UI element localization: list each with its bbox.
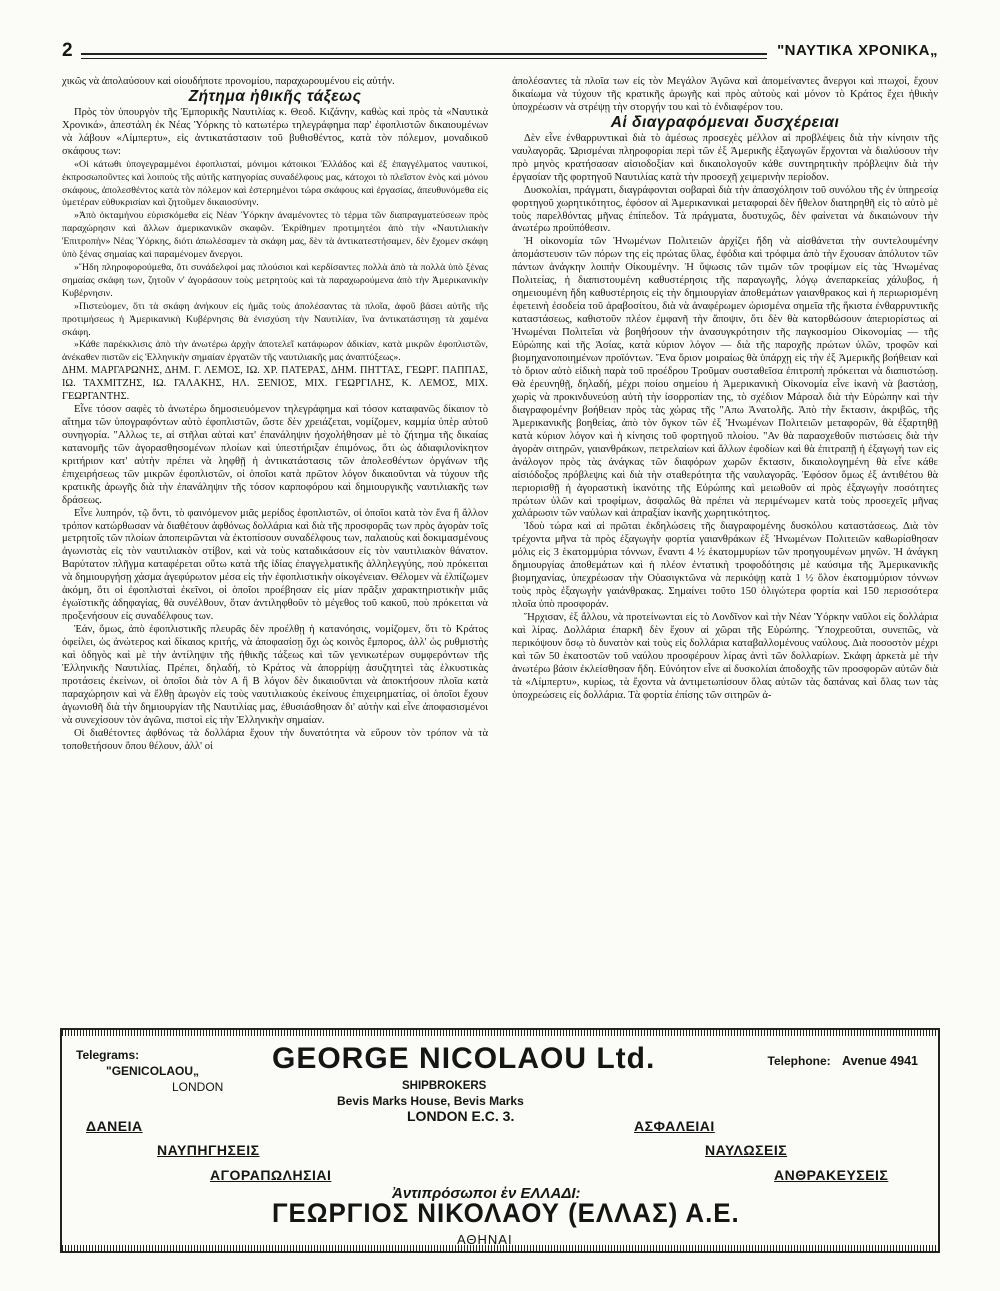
representatives-label: Ἀντιπρόσωποι ἐν ΕΛΛΑΔΙ: xyxy=(392,1185,581,1202)
telegram-paragraph: »Ἤδη πληροφορούμεθα, ὅτι συνάδελφοί μας πλούσιοι καὶ κερδίσαντες πολλὰ ἀπὸ τὰ πολλὰ ὑπὸ ξένας σημαίας σκάφη των, ζητοῦν ν' ἀγοράσουν τοὺς μετρητοὺς καὶ τὰ παραχωρούμενα ἀπὸ τὴν Ἀμερικανικὴν Κυβέρνησιν. xyxy=(62,261,488,299)
service-sales: ΑΓΟΡΑΠΩΛΗΣΙΑΙ xyxy=(210,1167,332,1183)
greek-city: ΑΘΗΝΑΙ xyxy=(457,1232,513,1247)
telephone-label: Telephone: xyxy=(767,1054,831,1068)
service-bunkering: ΑΝΘΡΑΚΕΥΣΕΙΣ xyxy=(774,1167,889,1183)
page-header xyxy=(62,40,938,72)
article-heading-difficulties: Αἱ διαγραφόμεναι δυσχέρειαι xyxy=(610,113,840,131)
service-shipbuilding: ΝΑΥΠΗΓΗΣΕΙΣ xyxy=(157,1142,260,1158)
telegram-paragraph: »Κάθε παρέκκλισις ἀπὸ τὴν ἀνωτέρω ἀρχὴν ἀποτελεῖ κατάφωρον ἀδικίαν, κατὰ μικρῶν ἐφοπλιστῶν, ἀνέκαθεν πιστῶν εἰς Ἑλληνικὴν σημαίαν ἐργατῶν τῆς ναυτιλιακῆς μας ἀναπτύξεως». xyxy=(62,339,488,364)
paragraph: Δὲν εἶνε ἐνθαρρυντικαὶ διὰ τὸ ἀμέσως προσεχὲς μέλλον αἱ προβλέψεις διὰ τὴν κίνησιν τῆς ναυλαγορᾶς. Ὡρισμέναι πληροφορίαι περὶ τῶν ἐξ Ἀμερικῆς ἐξαγωγῶν ἔρχονται νὰ διαλύσουν τὴν πρὸ μηνὸς κρατήσασαν αἰσιοδοξίαν καὶ δικαιολογοῦν κάθε συντηρητικὴν πρόβλεψιν διὰ τὴν ἐργασίαν τῆς φορτηγοῦ Ναυτιλίας κατὰ τὴν προσεχῆ χειμερινὴν περίοδον. xyxy=(512,132,938,183)
paragraph: Ἡ οἰκονομία τῶν Ἡνωμένων Πολιτειῶν ἀρχίζει ἤδη νὰ αἰσθάνεται τὴν συντελουμένην ἀπομάστευσιν τῶν πόρων της εἰς πρώτας ὕλας, ἐφόδια καὶ τρόφιμα ἀπὸ τὴν ἔχουσαν ἀπόλυτον τῶν πάντων ἀνάγκην λοιπὴν Οἰκουμένην. Ἡ ὕψωσις τῶν τιμῶν τῶν τροφίμων εἰς τὰς Ἡνωμένας Πολιτείας, ἡ διαπιστουμένη καθυστέρησις τῆς παραγωγῆς, λόγῳ ἀνεπαρκείας χάλυβος, ἡ σημειουμένη ἤδη καθυστέρησις εἰς τὴν δημιουργίαν ἀποθεμάτων γαιανθρακος καὶ ἡ περιωρισμένη ἐφετεινὴ ἐσοδεία τοῦ ἀραβοσίτου, διὰ νὰ ἀναφέρωμεν ὡρισμένα σημεῖα τῆς ἥκιστα ἐνθαρρυντικῆς καταστάσεως, καθιστοῦν πλέον ἐμφανῆ τὴν ἄποψιν, ὅτι δὲν θὰ κατορθώσουν ἀπεριορίστως αἱ Ἡνωμέναι Πολιτεῖαι νὰ βοηθήσουν τὴν ἀνασυγκρότησιν τῆς παγκοσμίου Οἰκονομίας — τῆς Εὐρώπης καὶ τῆς Ἀσίας, κατὰ κύριον λόγον — διὰ τῆς παροχῆς πρώτων ὑλῶν, τροφῶν καὶ βιομηχανοποιημένων προϊόντων. Ἕνα ὅριον μοιραίως θὰ ὑπάρχῃ εἰς τὴν ἐξ Ἀμερικῆς βοήθειαν καὶ τὸ ὅριον αὐτὸ εἰδικὴ παρὰ τοῦ προέδρου Τροῦμαν συσταθεῖσα ἐπιτροπὴ πρόκειται νὰ διαπιστώσῃ. Θὰ ἐρευνηθῇ, δηλαδή, μέχρι ποίου σημείου ἡ Ἀμερικανικὴ Οἰκονομία εἶνε ἱκανὴ νὰ βαστάσῃ, χωρὶς νὰ προκινδυνεύσῃ αὐτὴ τὴν ἰσορροπίαν της, τὸ σχέδιον Μάρσαλ διὰ τὴν Εὐρώπην καὶ τὴν διαγραφομένην βοήθειαν πρὸς τὰς χώρας τῆς "Απω Ἀνατολῆς. Ἀπὸ τὴν ἔκτασιν, ἀκριβῶς, τῆς Ἀμερικανικῆς βοηθείας, ἀπὸ τὸν ὄγκον τῶν ἐξ Ἡνωμένων Πολιτειῶν μεταφορῶν, θὰ ἐξαρτηθῇ κατὰ κύριον λόγον καὶ ἡ κίνησις τοῦ φορτηγοῦ πλοίου. "Αν θὰ παρασχεθοῦν πιστώσεις διὰ τὴν ἀγορὰν σιτηρῶν, γαιανθράκων, πετρελαίων καὶ ἄλλων ἐφοδίων καὶ θὰ ἐπιτραπῇ ἡ ἐξαγωγή των εἰς ἀνάλογον πρὸς τὰς ἀνάγκας τῶν διαφόρων χωρῶν ἔκτασιν, δικαιολογημένη θὰ εἶνε κάθε αἰσιόδοξος πρόβλεψις καὶ διὰ τὴν σταθερότητα τῆς ναυλαγορᾶς. Ἐφόσον ὅμως ἐξ ἀντιθέτου θὰ περιορισθῇ ἡ ἀγοραστικὴ ἱκανότης τῆς Εὐρώπης καὶ μειωθοῦν αἱ πρὸς ἐξαγωγὴν ποσότητες πρώτων ὑλῶν καὶ τροφίμων, ἀσφαλῶς θὰ πρέπει νὰ περιμένωμεν κατὰ τοὺς προσεχεῖς μῆνας χαλάρωσιν τῶν ναύλων καὶ ἀπραξίαν ἱκανῆς χωρητικότητος. xyxy=(512,236,938,520)
paragraph: Ἤρχισαν, ἐξ ἄλλου, νὰ προτείνωνται εἰς τὸ Λονδῖνον καὶ τὴν Νέαν Ὑόρκην ναῦλοι εἰς δολλάρια καὶ λίρας. Δολλάρια ἐπαρκῆ δὲν ἔχουν αἱ χῶραι τῆς Εὐρώπης. Ὑποχρεοῦται, συνεπῶς, νὰ περικόψουν ὅσῳ τὸ δυνατὸν καὶ τοὺς εἰς δολλάρια καταβαλλομένους ναύλους. Διὰ ποσοστὸν μέχρι καὶ τῶν 50 ἑκατοστῶν τοῦ ναύλου προσφέρουν λίρας ἀντὶ τῶν δολλαρίων. Σκάφη ἀρκετὰ μὲ τὴν ἀνωτέρω βάσιν ἐκλείσθησαν ἤδη. Εὐνόητον εἶνε αἱ δυσκολίαι ἀποδοχῆς τῶν προσφορῶν αὐτῶν διὰ τὰ «Λίμπερτυ», κυρίως, τὰ ἔχοντα νὰ ἀντιμετωπίσουν ὅλας αὐτῶν τὰς δαπάνας καὶ ὅλας των τὰς ὑποχρεώσεις εἰς δολλάρια. Τὰ φορτία ἐπίσης τῶν σιτηρῶν ἀ- xyxy=(512,612,938,701)
article-columns xyxy=(62,76,938,1054)
shipbrokers-label: SHIPBROKERS xyxy=(402,1080,487,1092)
telegrams-address: "GENICOLAOU„ xyxy=(106,1064,200,1078)
paragraph: Εἶνε τόσον σαφὲς τὸ ἀνωτέρω δημοσιευόμενον τηλεγράφημα καὶ τόσον καταφανῶς δίκαιον τὸ αἴτημα τῶν ὑπογραφόντων αὐτὸ ἐφοπλιστῶν, ὥστε δὲν χρειάζεται, νομίζομεν, καμμία ὑπὲρ αὐτοῦ συνηγορία. "Αλλως τε, αἱ στῆλαι αὐταὶ κατ' ἐπανάληψιν ἠσχολήθησαν μὲ τὸ ζήτημα τῆς δικαίας κατανομῆς τῶν ἀγορασθησομένων πλοίων καὶ ὑπεστήριξαν ἐπιμόνως, ὅτι ὡς ἀδιαφιλονίκητον κριτήριον κατ' αὐτὴν πρέπει νὰ ληφθῇ ἡ ἀντικατάστασις τῶν ἀπολεσθέντων ὀργάνων τῆς ἐπιχειρήσεως τῶν μικρῶν ἐφοπλιστῶν, οἱ ὁποῖοι κατὰ πρῶτον λόγον δικαιοῦνται νὰ τύχουν τῆς κρατικῆς ἀρωγῆς διὰ τὴν ἐπανάληψιν τῆς τόσον καρποφόρου καὶ δημιουργικῆς ναυτιλιακῆς των δράσεως. xyxy=(62,403,488,506)
publication-title: "ΝΑΥΤΙΚΑ ΧΡΟΝΙΚΑ„ xyxy=(767,42,938,59)
address: Bevis Marks House, Bevis Marks xyxy=(337,1094,524,1108)
telegram-paragraph: »Πιστεύομεν, ὅτι τὰ σκάφη ἀνήκουν εἰς ἡμᾶς τοὺς ἀπολέσαντας τὰ πλοῖα, ἀφοῦ βάσει αὐτῆς τῆς προτιμήσεως ἡ Ἀμερικανικὴ Κυβέρνησις θὰ ἐνισχύση τὴν Ναυτιλίαν, ἵνα ἀντικατάστησῃ τὰ χαμένα σκάφη. xyxy=(62,300,488,338)
paragraph: Πρὸς τὸν ὑπουργὸν τῆς Ἐμπορικῆς Ναυτιλίας κ. Θεοδ. Κιζάνην, καθὼς καὶ πρὸς τὰ «Ναυτικὰ Χρονικά», ἀπεστάλη ἐκ Νέας Ὑόρκης τὸ κατωτέρω τηλεγράφημα παρ' ἐφοπλιστῶν δικαιουμένων νὰ λάβουν «Λίμπερτυ», εἰς ἀντικατάστασιν τοῦ βυθισθέντος, κατὰ τὸν πόλεμον, μοναδικοῦ σκάφους των: xyxy=(62,106,488,157)
city: LONDON E.C. 3. xyxy=(407,1108,515,1124)
paragraph: Οἱ διαθέτοντες ἀφθόνως τὰ δολλάρια ἔχουν τὴν δυνατότητα νὰ εὕρουν τὸν τρόπον νὰ τὰ τοποθετήσουν ὅπου θέλουν, ἀλλ' οἱ xyxy=(62,727,488,752)
service-insurance: ΑΣΦΑΛΕΙΑΙ xyxy=(634,1118,715,1134)
signatories: ΔΗΜ. ΜΑΡΓΑΡΩΝΗΣ, ΔΗΜ. Γ. ΛΕΜΟΣ, ΙΩ. ΧΡ. ΠΑΤΕΡΑΣ, ΔΗΜ. ΠΗΤΤΑΣ, ΓΕΩΡΓ. ΠΑΠΠΑΣ, ΙΩ. ΤΑΧΜΙΤΖΗΣ, ΙΩ. ΓΑΛΑΚΗΣ, ΗΛ. ΞΕΝΙΟΣ, ΜΙΧ. ΓΕΩΡΓΙΛΗΣ, Κ. ΛΕΜΟΣ, ΜΙΧ. ΓΕΩΡΓΑΝΤΗΣ. xyxy=(62,365,488,403)
continued-text: χικῶς νὰ ἀπολαύσουν καὶ οἱουδήποτε προνομίου, παραχωρουμένου εἰς αὐτήν. xyxy=(62,76,395,87)
telegram-paragraph: »Ἀπὸ ὀκταμήνου εὑρισκόμεθα εἰς Νέαν Ὑόρκην ἀναμένοντες τὸ τέρμα τῶν διαπραγματεύσεων πρὸς παραχώρησιν καὶ ἄλλων ἀμερικανικῶν σκαφῶν. Ἐκρίθημεν προτιμητέοι ἀπὸ τὴν «Ναυτιλιακὴν Ἐπιτροπὴν» Νέας Ὑόρκης, διότι ἀπωλέσαμεν τὰ σκάφη μας, δὲν τὰ ἀντικατεστήσαμεν, δὲν ἔχομεν σκάφη ὑπὸ ξένας σημαίας καὶ παραμένομεν ἄνεργοι. xyxy=(62,210,488,261)
telegrams-city: LONDON xyxy=(172,1080,224,1094)
paragraph: Ἐάν, ὅμως, ἀπὸ ἐφοπλιστικῆς πλευρᾶς δὲν προέλθῃ ἡ κατανόησις, νομίζομεν, ὅτι τὸ Κράτος ὀφείλει, ὡς ἀνώτερος καὶ δίκαιος κριτής, νὰ ἀποφασίσῃ ὄχι ὡς κοινὸς ἔμπορος, ἀλλ' ὡς ρυθμιστὴς καὶ ὁδηγὸς καὶ μὲ τὴν ἀντίληψιν τῆς ἠθικῆς τάξεως καὶ τῶν γενικωτέρων συμφερόντων τῆς Ἑλληνικῆς Ναυτιλίας. Πρέπει, δηλαδή, τὸ Κράτος νὰ ἀπορρίψῃ ἀσυζητητεὶ τὰς ἑλκυστικὰς προτάσεις ἐκείνων, οἱ ὁποῖοι διὰ τὸν Α ἢ Β λόγον δὲν δικαιοῦνται νὰ ἀποκτήσουν πλοῖα κατὰ παραχώρησιν καὶ νὰ ἔλθῃ ἀρωγὸν εἰς τοὺς ναυτιλιακοὺς ἐκείνους ἐπιχειρηματίας, οἱ ὁποῖοι ἔχουν ἀγωνισθῆ διὰ τὴν δημιουργίαν τῆς Ναυτιλίας μας, ἐθυσιάσθησαν δι' αὐτὴν καὶ εἶνε ἀποφασισμένοι νὰ συνεχίσουν τὸν ἀγῶνα, πιστοὶ εἰς τὴν Ἑλληνικὴν σημαίαν. xyxy=(62,624,488,726)
service-loans: ΔΑΝΕΙΑ xyxy=(86,1118,143,1134)
right-column xyxy=(512,76,938,1054)
continued-text: ἀπολέσαντες τὰ πλοῖα των εἰς τὸν Μεγάλον Ἀγῶνα καὶ ἀπομείναντες ἄνεργοι καὶ πτωχοί, ἔχουν δικαίωμα νὰ τύχουν τῆς κρατικῆς ἀρωγῆς καὶ πρὸς αὐτοὺς καὶ μόνον τὸ Κράτος ἔχει ἠθικὴν ὑποχρέωσιν νὰ στρέψῃ τὴν στοργήν του καὶ τὸ ἐνδιαφέρον του. xyxy=(512,76,938,113)
paragraph: Εἶνε λυπηρόν, τῷ ὄντι, τὸ φαινόμενον μιᾶς μερίδος ἐφοπλιστῶν, οἱ ὁποῖοι κατὰ τὸν ἕνα ἢ ἄλλον τρόπον κατώρθωσαν νὰ διαθέτουν ἀφθόνως δολλάρια καὶ διὰ τῆς προσφορᾶς των πρὸς ἀγορὰν τοῖς μετρητοῖς τῶν πλοίων ἀποπειρῶνται νὰ ἐκτοπίσουν συναδέλφους των, παλαιοὺς καὶ δοκιμασμένους ἀγωνιστὰς εἰς τὸν ναυτιλιακὸν στίβον, καὶ νὰ τοὺς καταδικάσουν εἰς τὸν ναυτιλιακὸν θάνατον. Βαρύτατον πλῆγμα καταφέρεται οὕτω κατὰ τῆς ἰδίας ἐπαγγελματικῆς ἀλληλεγγύης, ποὺ πρόκειται νὰ δημιουργήσῃ χάσμα ἀγεφύρωτον μέσα εἰς τὴν ἐφοπλιστικὴν οἰκογένειαν. Θέλομεν νὰ ἐλπίζωμεν ἀκόμη, ὅτι οἱ ἐφοπλισταὶ ἐκεῖνοι, οἱ ὁποῖοι προέβησαν εἰς μίαν πρᾶξιν χαρακτηριστικὴν μιᾶς ἐγωϊστικῆς ἀδηφαγίας, θὰ συνέλθουν, ὅταν ἀντιληφθοῦν τὸ μέγεθος τοῦ κακοῦ, ποὺ πρόκειται νὰ προξενήσουν εἰς συναδέλφους των. xyxy=(62,507,488,623)
telegram-paragraph: «Οἱ κάτωθι ὑπογεγραμμένοι ἐφοπλισταί, μόνιμοι κάτοικοι Ἑλλάδος καὶ ἐξ ἐπαγγέλματος ναυτικοί, ἐκπροσωποῦντες καὶ λοιποὺς τῆς αὐτῆς κατηγορίας συναδέλφους μας, κάτοχοι τὸ πλεῖστον ἑνὸς καὶ μόνου σκάφους, ἀπολεσθέντος κατὰ τὸν πόλεμον καὶ ἐστερημένοι τώρα σκάφους καὶ ἐργασίας, ἀπευθυνόμεθα εἰς ὑμετέραν εὐθυκρισίαν καὶ ζητοῦμεν δικαιοσύνην. xyxy=(62,158,488,209)
paragraph: Δυσκολίαι, πράγματι, διαγράφονται σοβαραὶ διὰ τὴν ἀπασχόλησιν τοῦ συνόλου τῆς ἐν ὑπηρεσίᾳ φορτηγοῦ χωρητικότητος, ἐφόσον αἱ Ἀμερικανικαὶ μεταφοραὶ δὲν ἤθελον διατηρηθῆ εἰς τὸ αὐτὸ μὲ τοὺς παρελθόντας μῆνας ἐπίπεδον. Τὰ πράγματα, δυστυχῶς, δὲν φαίνεται νὰ δικαιώνουν τὴν ἀνωτέρω προϋπόθεσιν. xyxy=(512,184,938,235)
left-column xyxy=(62,76,488,1054)
telegrams-label: Telegrams: xyxy=(76,1048,140,1062)
newspaper-page xyxy=(62,40,938,752)
article-heading-ethics: Ζήτημα ἠθικῆς τάξεως xyxy=(188,87,362,105)
advertisement-george-nicolaou xyxy=(60,1028,940,1253)
page-number: 2 xyxy=(62,40,81,62)
telephone-number: Avenue 4941 xyxy=(842,1054,918,1068)
ad-border-band xyxy=(62,1030,938,1036)
paragraph: Ἰδοὺ τώρα καὶ αἱ πρῶται ἐκδηλώσεις τῆς διαγραφομένης δυσκόλου καταστάσεως. Διὰ τὸν τρέχοντα μῆνα τὰ πρὸς ἐξαγωγὴν φορτία γαιανθράκων ἐξ Ἡνωμένων Πολιτειῶν καθωρίσθησαν μόλις εἰς 3 ἑκατομμύρια τόννων, ἔναντι 4 ½ ἑκατομμυρίων τῶν προηγουμένων μηνῶν. Ἡ ἀνάγκη δημιουργίας ἀποθεμάτων καὶ ἡ πλέον ἐντατικὴ τροφοδότησις μὲ καύσιμα τῆς Ἀμερικανικῆς βιομηχανίας, ὑπεχρέωσαν τὴν Οὐασιγκτῶνα νὰ περικόψῃ κατὰ 1 ½ ὅλον ἑκατομμύριον τόννων τοὺς πρὸς ἐξαγωγὴν γαιάνθρακας. Σημαίνει τοῦτο 150 ὀλιγώτερα φορτία καὶ 150 περισσότερα πλοῖα ὑπὸ προσφοράν. xyxy=(512,521,938,611)
service-chartering: ΝΑΥΛΩΣΕΙΣ xyxy=(705,1142,788,1158)
telephone xyxy=(768,1054,918,1068)
company-name: GEORGE NICOLAOU Ltd. xyxy=(272,1042,656,1075)
greek-company-name: ΓΕΩΡΓΙΟΣ ΝΙΚΟΛΑΟΥ (ΕΛΛΑΣ) Α.Ε. xyxy=(272,1198,740,1228)
